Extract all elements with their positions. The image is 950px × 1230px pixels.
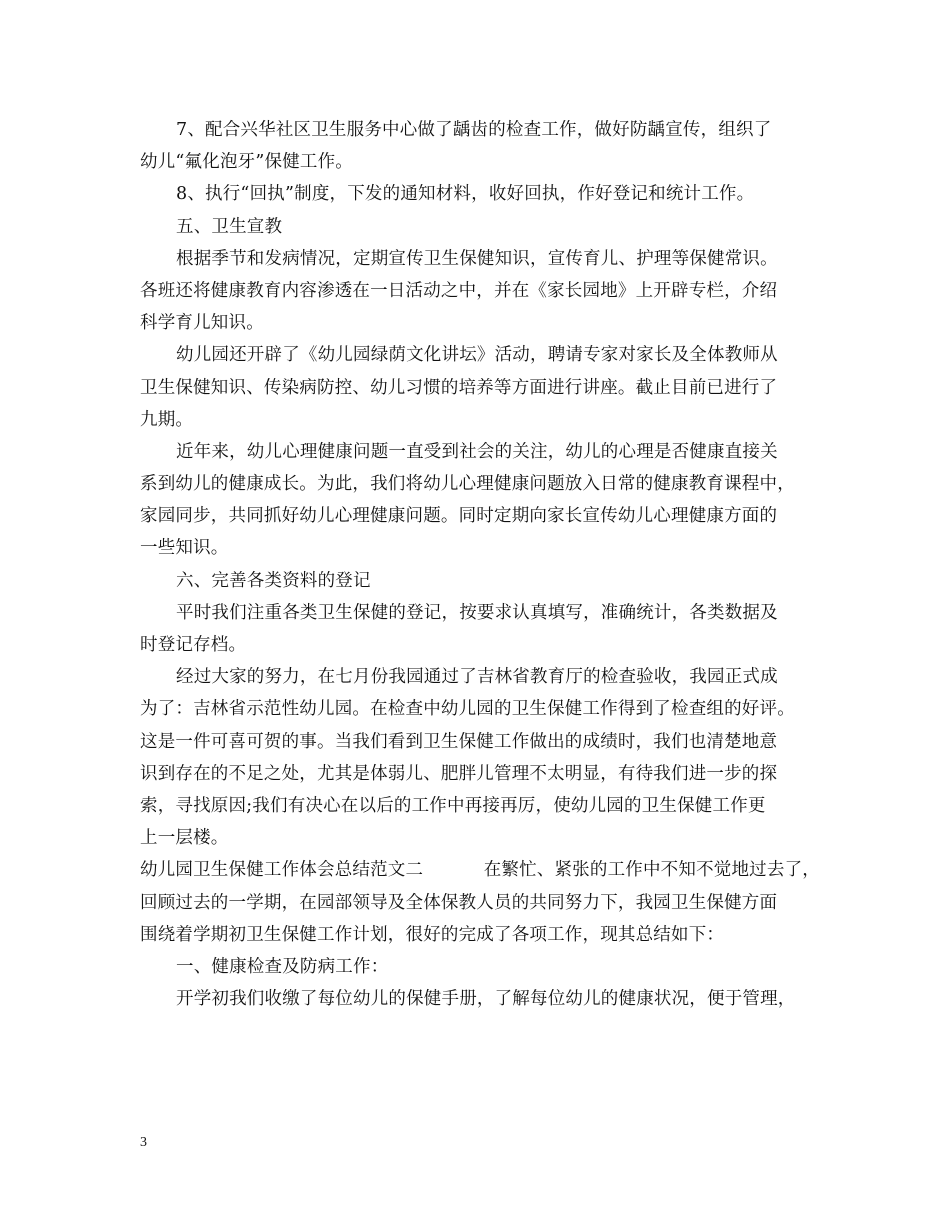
paragraph-line: 各班还将健康教育内容渗透在一日活动之中，并在《家长园地》上开辟专栏，介绍 [140,280,778,301]
body-text [140,114,820,1015]
paragraph-line: 一些知识。 [140,538,229,559]
paragraph-line: 幼儿园还开辟了《幼儿园绿荫文化讲坛》活动，聘请专家对家长及全体教师从 [176,345,778,366]
paragraph-line: 科学育儿知识。 [140,313,264,334]
paragraph-line: 平时我们注重各类卫生保健的登记，按要求认真填写，准确统计，各类数据及 [176,602,778,623]
article-title: 幼儿园卫生保健工作体会总结范文二 [140,860,424,881]
paragraph-line: 经过大家的努力，在七月份我园通过了吉林省教育厅的检查验收，我园正式成 [176,667,778,688]
paragraph-line: 7、配合兴华社区卫生服务中心做了龋齿的检查工作，做好防龋宣传，组织了 [176,120,772,140]
paragraph-line: 近年来，幼儿心理健康问题一直受到社会的关注，幼儿的心理是否健康直接关 [176,441,778,462]
paragraph-line: 卫生保健知识、传染病防控、幼儿习惯的培养等方面进行讲座。截止目前已进行了 [140,377,778,398]
paragraph-line: 开学初我们收缴了每位幼儿的保健手册，了解每位幼儿的健康状况，便于管理， [176,989,796,1010]
paragraph-line: 索，寻找原因;我们有决心在以后的工作中再接再厉，使幼儿园的卫生保健工作更 [140,795,766,816]
paragraph-line: 上一层楼。 [140,828,229,849]
paragraph-line [140,854,820,886]
paragraph-line: 回顾过去的一学期，在园部领导及全体保教人员的共同努力下，我园卫生保健方面 [140,892,778,913]
section-heading: 五、卫生宣教 [176,216,283,237]
paragraph-line: 这是一件可喜可贺的事。当我们看到卫生保健工作做出的成绩时，我们也清楚地意 [140,731,778,752]
paragraph-line: 系到幼儿的健康成长。为此，我们将幼儿心理健康问题放入日常的健康教育课程中， [140,474,795,495]
section-heading: 六、完善各类资料的登记 [176,570,371,591]
paragraph-line: 根据季节和发病情况，定期宣传卫生保健知识，宣传育儿、护理等保健常识。 [176,248,778,269]
paragraph-line: 家园同步，共同抓好幼儿心理健康问题。同时定期向家长宣传幼儿心理健康方面的 [140,506,778,527]
page-number: 3 [140,1135,147,1150]
paragraph-line: 围绕着学期初卫生保健工作计划，很好的完成了各项工作，现其总结如下： [140,924,725,945]
paragraph-text: 在繁忙、紧张的工作中不知不觉地过去了， [483,860,820,881]
paragraph-line: 识到存在的不足之处，尤其是体弱儿、肥胖儿管理不太明显，有待我们进一步的探 [140,763,778,784]
paragraph-line: 九期。 [140,409,194,430]
paragraph-line: 时登记存档。 [140,635,247,655]
paragraph-line: 幼儿“氟化泡牙”保健工作。 [140,152,353,173]
paragraph-line: 8、执行“回执”制度，下发的通知材料，收好回执，作好登记和统计工作。 [176,184,755,205]
paragraph-line: 为了：吉林省示范性幼儿园。在检查中幼儿园的卫生保健工作得到了检查组的好评。 [140,699,795,720]
section-heading: 一、健康检查及防病工作： [176,956,389,977]
